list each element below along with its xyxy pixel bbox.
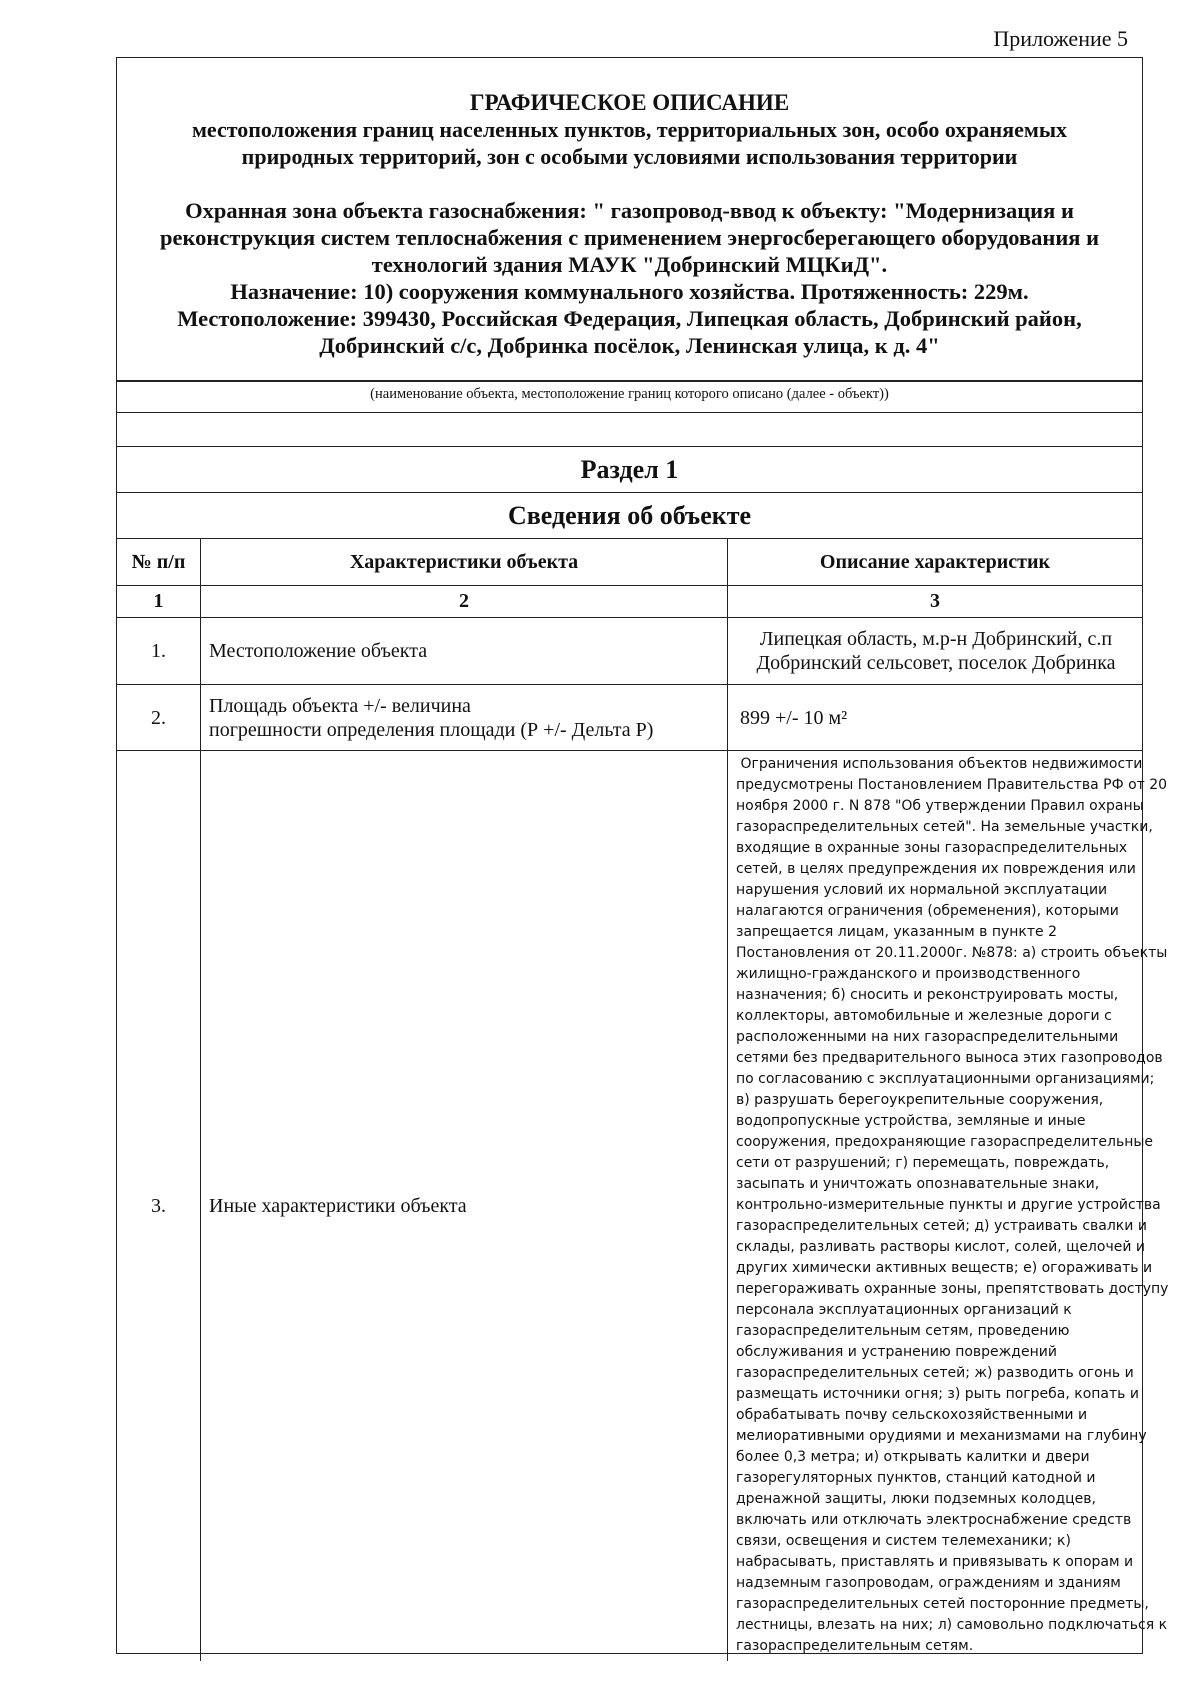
document-subtitle-line-2: природных территорий, зон с особыми условиями использования территории	[241, 144, 1018, 169]
area-characteristic-line-2: погрешности определения площади (Р +/- Дельта Р)	[209, 718, 654, 741]
area-characteristic-line-1: Площадь объекта +/- величина	[209, 694, 471, 717]
restriction-text-line: газораспределительным сетям.	[736, 1638, 974, 1654]
restriction-text-line: обслуживания и устранению повреждений	[736, 1344, 1057, 1360]
row-characteristic	[201, 685, 728, 751]
restriction-text-line: контрольно-измерительные пункты и другие устройства	[736, 1197, 1161, 1213]
restriction-text-line: назначения; б) сносить и реконструировать мосты,	[736, 987, 1119, 1003]
restriction-text-line: Ограничения использования объектов недвижимости	[736, 756, 1143, 772]
restriction-text-line: склады, разливать растворы кислот, солей, щелочей и	[736, 1239, 1145, 1255]
restriction-text-line: сетями без предварительного выноса этих газопроводов	[736, 1050, 1163, 1066]
document-subtitle-line-1: местоположения границ населенных пунктов, территориальных зон, особо охраняемых	[191, 117, 1068, 142]
restriction-text-line: мелиоративными орудиями и механизмами на глубину	[736, 1428, 1147, 1444]
restriction-text-line: газораспределительных сетей посторонние предметы,	[736, 1596, 1149, 1612]
restriction-text-line: в) разрушать берегоукрепительные сооружения,	[736, 1092, 1104, 1108]
header-characteristic: Характеристики объекта	[201, 539, 728, 586]
table-row	[117, 751, 1142, 1662]
restriction-text-line: коллекторы, автомобильные и железные дороги с	[736, 1008, 1112, 1024]
object-location-line-2: Добринский с/с, Добринка посёлок, Ленинская улица, к д. 4"	[319, 333, 940, 358]
object-location-line-1: Местоположение: 399430, Российская Федерация, Липецкая область, Добринский район,	[177, 306, 1082, 331]
restriction-text-line: других химически активных веществ; е) огораживать и	[736, 1260, 1153, 1276]
restriction-text-line: входящие в охранные зоны газораспределительных	[736, 840, 1128, 856]
restriction-text-line: более 0,3 метра; и) открывать калитки и двери	[736, 1449, 1090, 1465]
location-description-line-2: Добринский сельсовет, поселок Добринка	[756, 652, 1116, 674]
restriction-text-line: газораспределительных сетей; ж) разводить огонь и	[736, 1365, 1134, 1381]
restriction-text-line: газораспределительным сетям, проведению	[736, 1323, 1070, 1339]
row-description: 899 +/- 10 м²	[728, 685, 1143, 751]
table-row	[117, 685, 1142, 751]
restriction-text-line: ноября 2000 г. N 878 "Об утверждении Правил охраны	[736, 798, 1144, 814]
object-name-line-3: технологий здания МАУК "Добринский МЦКиД".	[371, 252, 888, 277]
row-description	[728, 618, 1143, 685]
location-description-line-1: Липецкая область, м.р-н Добринский, с.п	[759, 628, 1113, 650]
row-number: 3.	[117, 751, 201, 1662]
restriction-text-line: запрещается лицам, указанным в пункте 2	[736, 924, 1057, 940]
restriction-text-line: засыпать и уничтожать опознавательные знаки,	[736, 1176, 1100, 1192]
header-number: № п/п	[117, 539, 201, 586]
object-name-line-1: Охранная зона объекта газоснабжения: " газопровод-ввод к объекту: "Модернизация и	[185, 198, 1074, 223]
restriction-text-line: дренажной защиты, люки подземных колодцев,	[736, 1491, 1096, 1507]
object-info-table	[117, 539, 1169, 1661]
restriction-text-line: лестницы, влезать на них; л) самовольно подключаться к	[736, 1617, 1168, 1633]
column-number-2: 2	[201, 586, 728, 618]
column-number-3: 3	[728, 586, 1143, 618]
restriction-text-line: набрасывать, приставлять и привязывать к опорам и	[736, 1554, 1134, 1570]
table-header-row	[117, 539, 1142, 586]
column-number-1: 1	[117, 586, 201, 618]
title-block	[117, 58, 1142, 381]
restriction-text-line: по согласованию с эксплуатационными организациями;	[736, 1071, 1155, 1087]
restriction-text-line: надземным газопроводам, ограждениям и зданиям	[736, 1575, 1121, 1591]
restriction-text-line: налагаются ограничения (обременения), которыми	[736, 903, 1119, 919]
section-title: Сведения об объекте	[117, 493, 1142, 539]
document-title: ГРАФИЧЕСКОЕ ОПИСАНИЕ	[469, 90, 790, 115]
restriction-text-line: персонала эксплуатационных организаций к	[736, 1302, 1072, 1318]
object-name-caption: (наименование объекта, местоположение границ которого описано (далее - объект))	[117, 381, 1142, 413]
object-purpose-line: Назначение: 10) сооружения коммунального хозяйства. Протяженность: 229м.	[230, 279, 1029, 304]
section-number: Раздел 1	[117, 447, 1142, 493]
restriction-text-line: Постановления от 20.11.2000г. №878: а) строить объекты	[736, 945, 1168, 961]
row-characteristic: Иные характеристики объекта	[201, 751, 728, 1662]
object-name-line-2: реконструкция систем теплоснабжения с применением энергосберегающего оборудования и	[159, 225, 1100, 250]
blank-spacer-row	[117, 413, 1142, 447]
restriction-text-line: газораспределительных сетей". На земельные участки,	[736, 819, 1153, 835]
object-name	[137, 197, 1122, 359]
restrictions-description	[728, 751, 1169, 1662]
row-number: 1.	[117, 618, 201, 685]
restriction-text-line: размещать источники огня; з) рыть погреба, копать и	[736, 1386, 1139, 1402]
restriction-text-line: расположенными на них газораспределительными	[736, 1029, 1119, 1045]
appendix-label: Приложение 5	[993, 26, 1128, 51]
restriction-text-line: связи, освещения и систем телемеханики; к)	[736, 1533, 1071, 1549]
restriction-text-line: жилищно-гражданского и производственного	[736, 966, 1081, 982]
column-number-row	[117, 586, 1142, 618]
restriction-text-line: сетей, в целях предупреждения их повреждения или	[736, 861, 1136, 877]
restriction-text-line: газорегуляторных пунктов, станций катодной и	[736, 1470, 1096, 1486]
restriction-text-line: водопропускные устройства, земляные и иные	[736, 1113, 1086, 1129]
table-row	[117, 618, 1142, 685]
restriction-text-line: перегораживать охранные зоны, препятствовать доступу	[736, 1281, 1169, 1297]
restriction-text-line: предусмотрены Постановлением Правительства РФ от 20	[736, 777, 1168, 793]
restriction-text-line: обрабатывать почву сельскохозяйственными и	[736, 1407, 1088, 1423]
restriction-text-line: нарушения условий их нормальной эксплуатации	[736, 882, 1108, 898]
restriction-text-line: сети от разрушений; г) перемещать, повреждать,	[736, 1155, 1110, 1171]
row-characteristic: Местоположение объекта	[201, 618, 728, 685]
row-number: 2.	[117, 685, 201, 751]
header-description: Описание характеристик	[728, 539, 1143, 586]
restriction-text-line: сооружения, предохраняющие газораспределительные	[736, 1134, 1154, 1150]
restriction-text-line: газораспределительных сетей; д) устраивать свалки и	[736, 1218, 1147, 1234]
restriction-text-line: включать или отключать электроснабжение средств	[736, 1512, 1132, 1528]
document-frame	[116, 57, 1169, 1654]
